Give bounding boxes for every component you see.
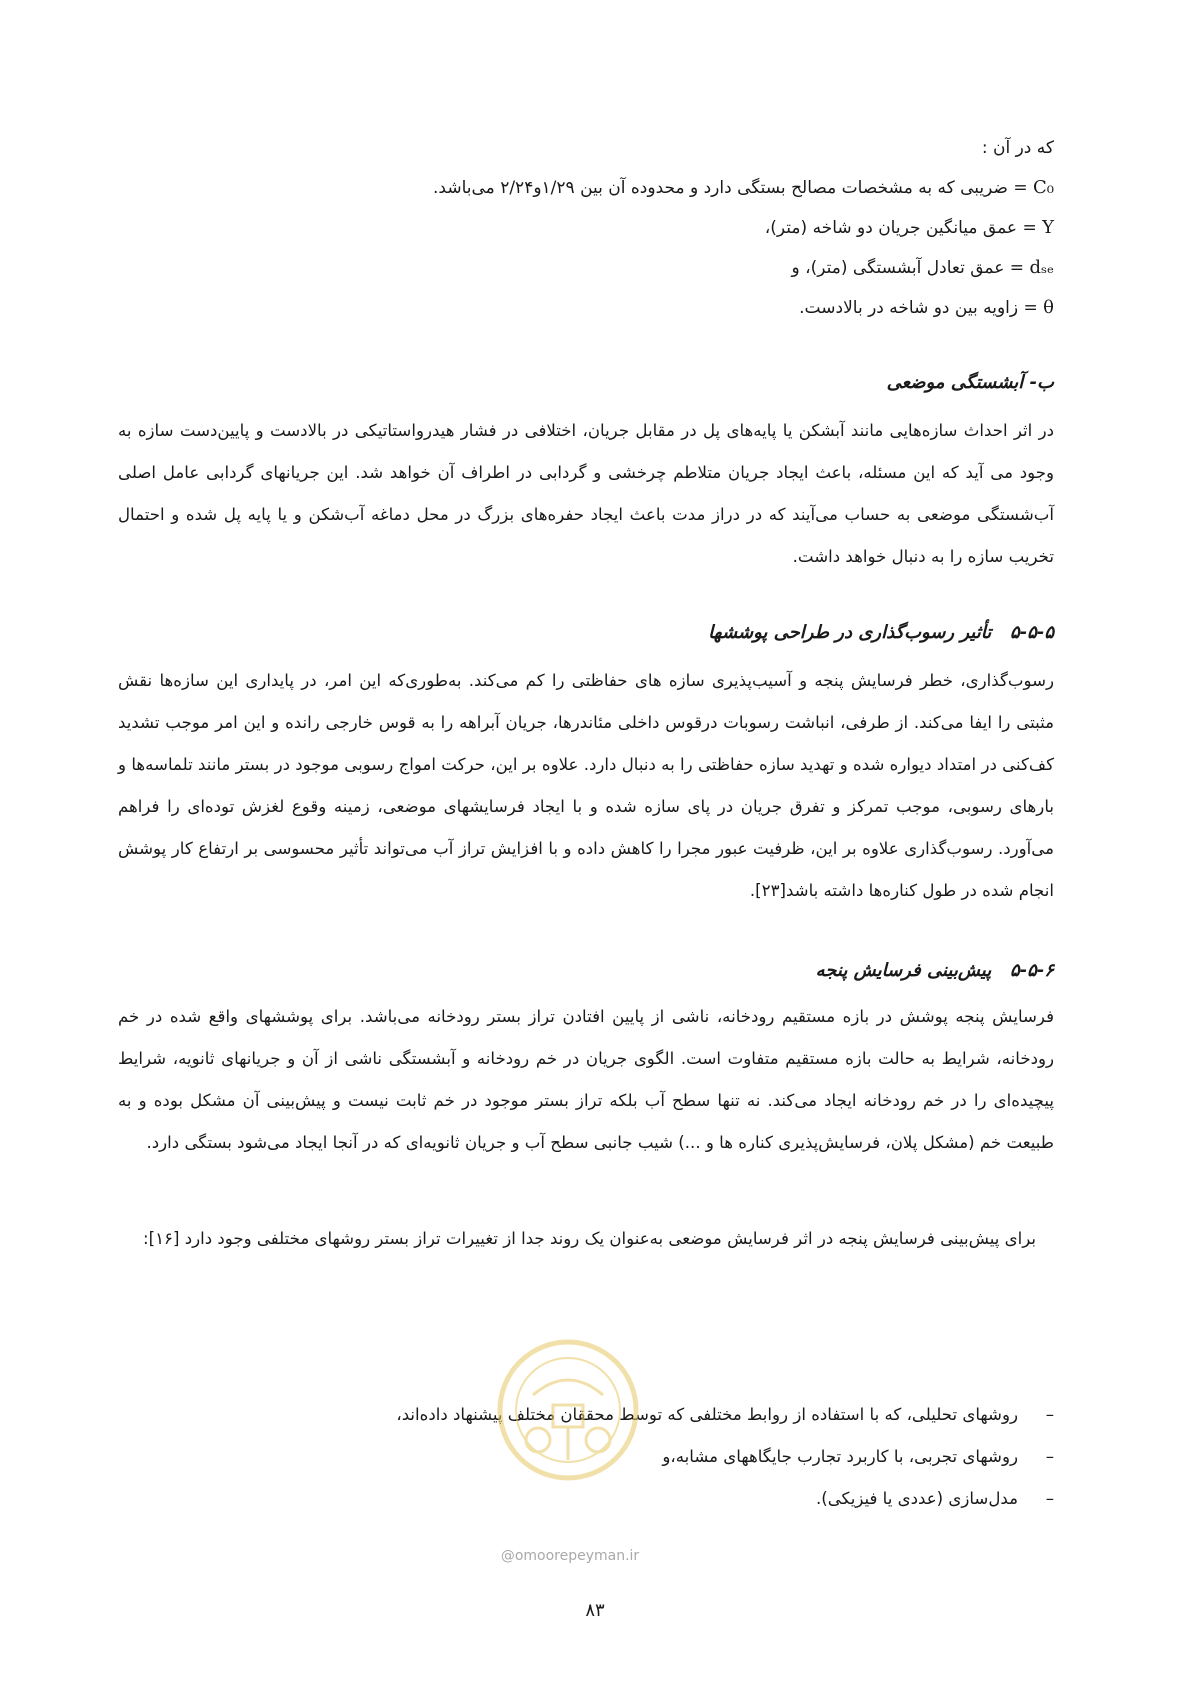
definition-item [118,288,1054,328]
section-5-5-5-paragraph: رسوب‌گذاری، خطر فرسایش پنجه و آسیب‌پذیری سازه های حفاظتی را کم می‌کند. به‌طوری‌که این امر، در پایداری این سازه‌ها نقش مثبتی را ایفا می‌کند. از طرفی، انباشت رسوبات درقوس داخلی مئاندرها، جریان آبراهه را به قوس خارجی رانده و این امر موجب تشدید کف‌کنی در امتداد دیواره شده و تهدید سازه حفاظتی را به دنبال دارد. علاوه بر این، حرکت امواج رسوبی موجود در بستر مانند تلماسه‌ها و بارهای رسوبی، موجب تمرکز و تفرق جریان در پای سازه شده و با ایجاد فرسایشهای موضعی، زمینه وقوع لغزش توده‌ای را فراهم می‌آورد. رسوب‌گذاری علاوه بر این، ظرفیت عبور مجرا را کاهش داده و با افزایش تراز آب می‌تواند تأثیر محسوسی بر ارتفاع کار پوشش انجام شده در طول کناره‌ها داشته باشد[۲۳]. [118,671,1054,900]
section-5-5-5-heading [708,622,1054,643]
watermark-text: @omoorepeyman.ir [500,1548,640,1564]
definition-text: = عمق تعادل آبشستگی (متر)، و [791,258,1025,278]
section-b-paragraph: در اثر احداث سازه‌هایی مانند آبشکن یا پایه‌های پل در مقابل جریان، اختلافی در فشار هیدرواستاتیکی در بالادست و پایین‌دست سازه به وجود می آید که این مسئله، باعث ایجاد جریان متلاطم چرخشی و گردابی در اطراف آن خواهد شد. این جریانهای گردابی عامل اصلی آب‌شستگی موضعی به حساب می‌آیند که در دراز مدت باعث ایجاد حفره‌های بزرگ در محل دماغه آب‌شکن و یا پایه پل شده و احتمال تخریب سازه را به دنبال خواهد داشت. [118,421,1054,566]
section-5-5-6-paragraph-2: برای پیش‌بینی فرسایش پنجه در اثر فرسایش موضعی به‌عنوان یک روند جدا از تغییرات تراز بستر روشهای مختلفی وجود دارد [۱۶]: [143,1229,1036,1248]
list-item-text: مدل‌سازی (عددی یا فیزیکی). [815,1489,1018,1508]
definition-item [118,208,1054,248]
section-5-5-6-paragraph-1: فرسایش پنجه پوشش در بازه مستقیم رودخانه، ناشی از پایین افتادن تراز بستر رودخانه می‌باشد. برای پوششهای واقع شده در خم رودخانه، شرایط به حالت بازه مستقیم متفاوت است. الگوی جریان در خم رودخانه و آبشستگی ناشی از آن و جریانهای ثانویه، شرایط پیچیده‌ای را در خم رودخانه ایجاد می‌کند. نه تنها سطح آب بلکه تراز بستر موجود در خم ثابت نیست و پیش‌بینی آن مشکل بوده و به طبیعت خم (مشکل پلان، فرسایش‌پذیری کناره ها و ...) شیب جانبی سطح آب و جریان ثانویه‌ای که در آنجا ایجاد می‌شود بستگی دارد. [118,1007,1054,1152]
definitions-intro: که در آن : [981,138,1054,158]
definition-text: = عمق میانگین جریان دو شاخه (متر)، [764,218,1037,238]
section-b-heading: ب- آبشستگی موضعی [886,372,1054,393]
section-title: پیش‌بینی فرسایش پنجه [815,960,992,981]
definition-symbol: dₛₑ [1029,257,1054,278]
section-number: ۵-۵-۶ [1010,960,1054,981]
definition-item [118,168,1054,208]
section-number: ۵-۵-۵ [1010,622,1054,643]
list-item-text: روشهای تحلیلی، که با استفاده از روابط مختلفی که توسط محققان مختلف پیشنهاد داده‌اند، [396,1405,1018,1424]
watermark-logo-icon [493,1325,643,1505]
definitions-block [118,128,1054,328]
definition-text: = ضریبی که به مشخصات مصالح بستگی دارد و محدوده آن بین ۱/۲۹و۲/۲۴ می‌باشد. [433,178,1028,198]
definition-symbol: Y [1042,217,1054,238]
definition-symbol: C₀ [1033,177,1054,198]
bullet-dash: – [1045,1447,1054,1466]
section-5-5-6-heading [816,960,1054,981]
bullet-dash: – [1045,1405,1054,1424]
definition-symbol: θ [1043,297,1054,318]
definition-text: = زاویه بین دو شاخه در بالادست. [799,298,1038,318]
page-number: ۸۳ [585,1600,605,1621]
bullet-dash: – [1045,1489,1054,1508]
definition-item [118,248,1054,288]
list-item-text: روشهای تجربی، با کاربرد تجارب جایگاههای مشابه،و [662,1447,1018,1466]
section-title: تأثیر رسوب‌گذاری در طراحی پوششها [708,622,992,643]
